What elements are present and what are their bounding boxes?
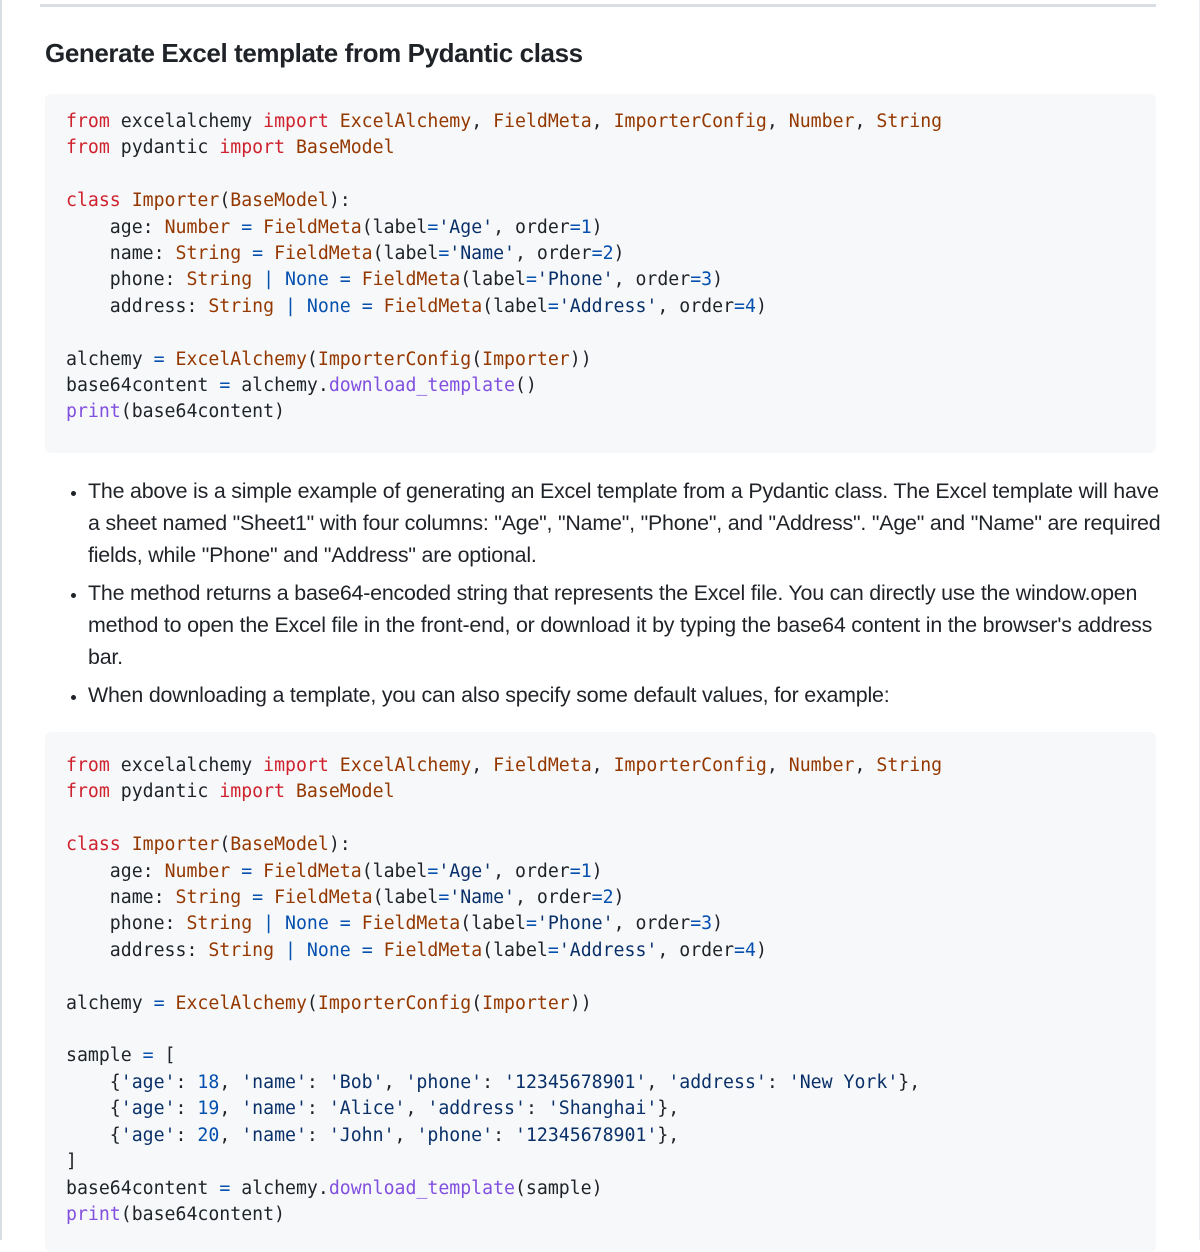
code-token: Number [788,111,855,132]
code-token: 'name' [241,1124,307,1146]
code-token: ( [219,190,231,212]
code-token: None [306,939,351,961]
code-token: = [525,269,537,291]
code-line [66,111,942,132]
code-token: 3 [701,269,713,291]
code-token [274,913,285,934]
code-token: 'name' [241,1098,307,1120]
code-token: , [766,755,789,776]
code-token: String [175,243,242,265]
code-token: 'name' [241,1071,307,1093]
code-token [241,887,252,908]
code-token: alchemy [66,348,154,370]
code-token [285,781,296,802]
code-token: print [66,401,121,423]
code-token: , [394,1124,417,1146]
code-token [165,349,176,370]
code-token: (label [361,216,428,238]
code-token: BaseModel [230,190,329,212]
code-token: age: [66,216,165,238]
code-token: = [361,939,373,961]
code-token: excelalchemy [109,111,264,132]
code-token: ExcelAlchemy [175,348,307,370]
code-token: 'Address' [558,939,658,961]
code-token: (sample) [514,1177,603,1199]
code-token [252,217,263,238]
code-token: base64content [66,375,220,397]
code-token: from [66,781,110,803]
code-token [329,755,340,776]
code-token: ) [591,216,603,238]
code-line [66,349,592,370]
code-token: ): [328,190,351,212]
code-token: , [471,111,494,132]
code-token: download_template [328,1177,515,1199]
code-token: = [241,216,253,238]
code-line [66,137,395,158]
code-token: }, [657,1098,680,1120]
code-line [66,217,603,238]
code-token: (label [460,269,526,291]
code-token: [ [153,1045,176,1067]
code-token: : [175,1071,198,1093]
code-token: FieldMeta [383,295,483,317]
code-token: 'Address' [558,295,658,317]
code-token: Number [164,860,231,882]
code-token: { [66,1098,121,1120]
code-token: address: [66,295,209,317]
code-token [263,243,274,264]
code-token: , [219,1071,242,1093]
code-token [329,913,340,934]
code-block-basic-example[interactable] [45,94,1156,453]
code-line [66,940,767,961]
code-token [351,296,362,317]
code-token: | [285,939,296,961]
section-divider [40,4,1156,7]
code-line [66,1098,679,1119]
code-token: 4 [744,295,756,317]
code-token: , [591,111,614,132]
code-token: alchemy. [230,375,329,397]
page-left-border [0,0,2,1240]
code-token: , [646,1071,669,1093]
code-line [66,1204,285,1225]
code-token: String [208,939,275,961]
code-token: | [285,295,296,317]
code-token: FieldMeta [493,755,592,776]
code-token: , order [657,939,735,961]
code-token: FieldMeta [361,913,461,935]
code-token: , [591,755,614,776]
code-token: class [66,834,121,856]
code-token: ImporterConfig [317,348,472,370]
code-token: String [208,295,275,317]
code-line [66,1072,920,1093]
code-token: : [482,1071,505,1093]
code-line [66,913,723,934]
code-token [263,887,274,908]
code-token: ) [755,939,767,961]
code-token: (label [361,860,428,882]
code-token: , order [613,913,691,935]
code-token [274,940,285,961]
code-token: )) [569,992,592,1014]
code-token: name: [66,887,176,909]
code-token: 'Phone' [536,913,614,935]
code-token: = [219,1177,231,1199]
code-token: (label [482,939,548,961]
code-token: , order [657,295,735,317]
code-line [66,755,942,776]
code-token: FieldMeta [263,216,362,238]
code-token: = [569,216,581,238]
code-token: pydantic [109,781,220,803]
code-token: ImporterConfig [613,111,767,132]
code-token: 4 [744,939,756,961]
code-token: 1 [580,216,592,238]
code-token: String [876,111,943,132]
code-token: : [493,1124,515,1146]
code-token: : [175,1098,198,1120]
section-heading: Generate Excel template from Pydantic class [45,38,583,68]
code-content[interactable] [45,732,1156,1228]
code-token [296,940,307,961]
code-line [66,993,592,1014]
code-token: ImporterConfig [317,992,472,1014]
code-token: '12345678901' [504,1071,647,1093]
code-token [351,913,362,934]
code-token: ( [471,348,483,370]
code-token: = [427,216,439,238]
code-token: 18 [197,1071,220,1093]
code-token: = [339,913,351,935]
code-token: 1 [580,860,592,882]
code-line [66,243,625,264]
code-token: = [438,243,450,265]
code-line [66,1045,176,1066]
code-token: address: [66,939,209,961]
code-token: excelalchemy [109,755,264,776]
code-token: ): [328,834,351,856]
code-token: = [252,243,264,265]
code-line [66,401,285,422]
code-token: = [142,1045,154,1067]
code-token: age: [66,860,165,882]
code-token: (base64content) [120,1203,285,1225]
code-token [121,190,132,211]
code-token: import [219,781,286,803]
code-token: 'phone' [405,1071,483,1093]
code-token: : [306,1098,329,1120]
code-token: BaseModel [295,137,395,159]
code-token: FieldMeta [383,939,483,961]
code-token: BaseModel [230,834,329,856]
code-token: '12345678901' [515,1124,658,1146]
code-token: ) [613,243,625,265]
code-token [252,269,263,290]
code-token [296,296,307,317]
code-token: ) [591,860,603,882]
code-token: None [285,269,329,291]
code-token: import [263,111,329,132]
code-token: 'Age' [438,860,494,882]
code-token: name: [66,243,176,265]
code-token: ImporterConfig [613,755,767,776]
code-token: , order [514,887,592,909]
code-token: ( [306,348,318,370]
code-token [329,269,340,290]
code-token: 'Alice' [328,1098,406,1120]
code-token: , [854,111,877,132]
code-line [66,781,395,802]
code-token: from [66,111,110,132]
code-token: )) [569,348,592,370]
code-line [66,1151,77,1172]
code-token: from [66,137,110,159]
list-item: • The method returns a base64-encoded string that represents the Excel file. You can directly use the window.open method to open the Excel file in the front-end, or download it by typing the base64 content in the browser's address bar. [88,577,1168,673]
code-token [230,217,241,238]
code-token [373,940,384,961]
code-token: ) [755,295,767,317]
code-token: String [186,269,253,291]
code-token: (label [372,887,439,909]
code-token: , order [514,243,592,265]
code-token: 'age' [120,1098,176,1120]
list-item: • The above is a simple example of generating an Excel template from a Pydantic class. The Excel template will have a sheet named "Sheet1" with four columns: "Age", "Name", "Phone", and "Address". "Age" and "Name" are required fields, while "Phone" and "Address" are optional. [88,475,1168,571]
code-token: phone: [66,913,187,935]
code-token [373,296,384,317]
code-token: download_template [328,375,515,397]
code-token [252,861,263,882]
code-token [329,111,340,132]
code-token: = [153,348,165,370]
code-token: ExcelAlchemy [175,992,307,1014]
code-token [351,940,362,961]
code-token: 2 [602,887,614,909]
code-token: Importer [131,834,220,856]
code-line [66,1125,679,1146]
code-token: ExcelAlchemy [339,111,472,132]
code-token: = [525,913,537,935]
code-token: }, [898,1071,921,1093]
code-token: print [66,1203,121,1225]
code-content[interactable] [45,94,1156,426]
code-token: 3 [701,913,713,935]
code-token: : [525,1098,548,1120]
code-token: String [175,887,242,909]
code-token: = [241,860,253,882]
code-token [121,834,132,855]
code-token: : [766,1071,789,1093]
code-token: = [690,269,702,291]
code-token: = [734,939,745,961]
code-line [66,375,537,396]
code-token: None [285,913,329,935]
code-token: , [219,1124,242,1146]
code-line [66,269,723,290]
code-token: (base64content) [120,401,285,423]
code-line [66,834,351,855]
code-token: from [66,755,110,776]
code-token: sample [66,1045,143,1067]
code-token: 'age' [120,1124,176,1146]
code-token: | [263,913,275,935]
code-token: , [766,111,789,132]
code-token: , [219,1098,242,1120]
code-token: = [569,860,581,882]
code-token: ) [613,887,625,909]
code-token: 'Shanghai' [547,1098,658,1120]
code-token: 2 [602,243,614,265]
code-token: = [591,243,603,265]
code-token: 'Phone' [536,269,614,291]
code-token: , [383,1071,406,1093]
code-token: (label [372,243,439,265]
code-token: Importer [131,190,220,212]
code-line [66,887,625,908]
code-token [274,269,285,290]
code-token: Importer [482,348,570,370]
code-token: ( [471,992,483,1014]
code-token: 'John' [328,1124,395,1146]
code-token: , order [493,860,570,882]
code-token: , [405,1098,428,1120]
code-token: = [547,939,559,961]
code-token: = [427,860,439,882]
code-token: , [471,755,494,776]
code-token: , order [613,269,691,291]
code-token: , order [493,216,570,238]
code-token: String [876,755,943,776]
code-token: 'Name' [449,887,515,909]
code-token: Number [164,216,231,238]
code-token: { [66,1124,121,1146]
code-token [351,269,362,290]
code-token: FieldMeta [361,269,461,291]
code-token: FieldMeta [263,860,362,882]
code-token: 'age' [120,1071,176,1093]
code-token: = [252,887,264,909]
code-token: 19 [197,1098,220,1120]
code-token: FieldMeta [274,243,373,265]
code-token [274,296,285,317]
code-token: = [361,295,373,317]
code-token [285,137,296,158]
code-token [230,861,241,882]
code-token: = [153,992,165,1014]
code-token [165,993,176,1014]
code-token: 'Bob' [328,1071,384,1093]
code-token: 'phone' [416,1124,494,1146]
code-token: ] [66,1151,77,1173]
code-line [66,296,767,317]
code-token: import [263,755,329,776]
code-token: ) [712,913,724,935]
code-token: (label [460,913,526,935]
code-token: }, [657,1124,680,1146]
code-token: = [547,295,559,317]
code-line [66,1178,603,1199]
code-token: = [219,375,231,397]
code-token: : [306,1071,329,1093]
code-token: () [514,375,537,397]
code-token: alchemy. [230,1177,329,1199]
code-block-default-values-example[interactable] [45,732,1156,1252]
code-token: ( [219,834,231,856]
code-token: alchemy [66,992,154,1014]
code-token: FieldMeta [493,111,592,132]
code-token: ) [712,269,724,291]
code-token: Importer [482,992,570,1014]
code-token: 'address' [668,1071,767,1093]
code-token: | [263,269,275,291]
code-token: phone: [66,269,187,291]
code-token: class [66,190,121,212]
code-token: 20 [197,1124,220,1146]
code-token: { [66,1071,121,1093]
explanation-list [45,475,1168,717]
code-token: BaseModel [295,781,395,803]
code-token: = [734,295,745,317]
code-token: 'Age' [438,216,494,238]
code-token: 'address' [427,1098,526,1120]
code-token: = [690,913,702,935]
code-token: = [438,887,450,909]
code-token: 'Name' [449,243,515,265]
code-token: = [339,269,351,291]
code-token: Number [788,755,855,776]
code-token: (label [482,295,548,317]
code-token: 'New York' [788,1071,899,1093]
code-line [66,861,603,882]
code-token: : [175,1124,198,1146]
code-token: ExcelAlchemy [339,755,472,776]
code-token: base64content [66,1177,220,1199]
code-token [241,243,252,264]
code-token: : [306,1124,329,1146]
code-token: None [306,295,351,317]
list-item: • When downloading a template, you can also specify some default values, for example: [88,679,1168,711]
code-token: = [591,887,603,909]
code-token [252,913,263,934]
code-token: , [854,755,877,776]
code-token: String [186,913,253,935]
code-token: FieldMeta [274,887,373,909]
code-token: import [219,137,286,159]
code-token: pydantic [109,137,220,159]
code-line [66,190,351,211]
code-token: ( [306,992,318,1014]
